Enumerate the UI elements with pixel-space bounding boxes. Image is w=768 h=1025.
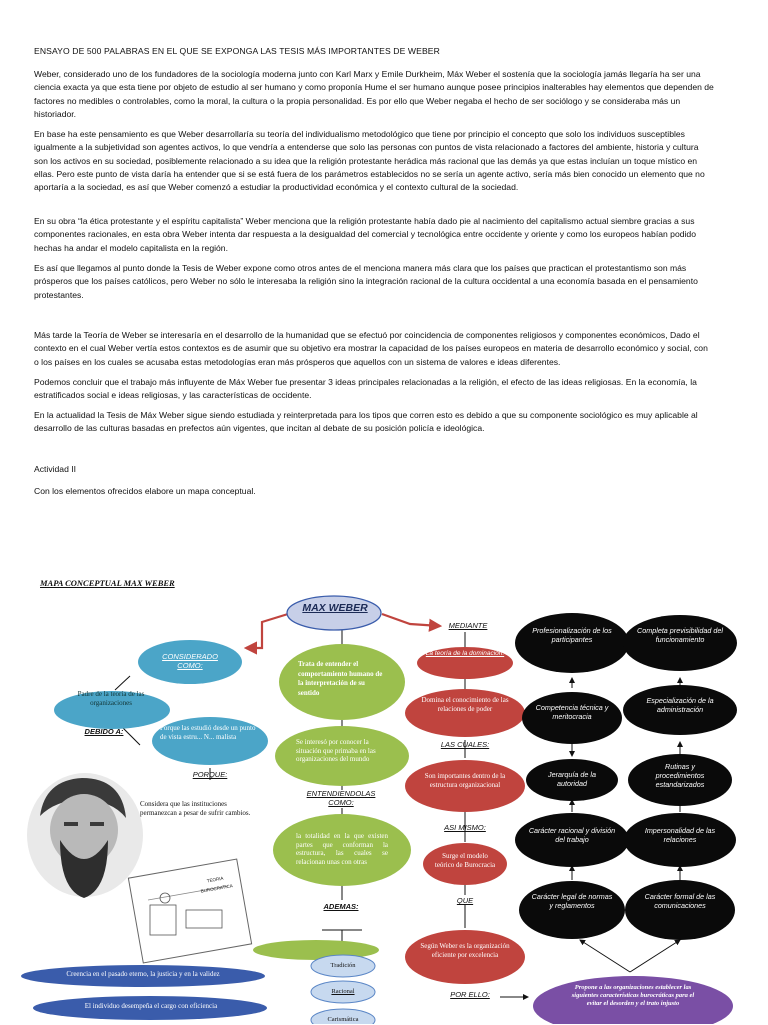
paragraph-2: En base ha este pensamiento es que Weber desarrollaría su teoría del individualismo metodológico que tiene por principio el concepto que solo los individuos susceptibles igualmente a la subjetividad son agentes activos, lo que vendría a entenderse que solo las personas con puntos de vista relacionado a factores del ambiente, historia y cultura son los activos en su sociedad, posiblemente relacionado a su idea que la religión protestante herádica más racional que las demás ya que estas incluían un toque místico en ellas. Pero este punto de vista daría ha entender que si se está fuera de los parámetros establecidos no se sería un agente activo, sería más bien conocido un elemento que no aportaría a la sociedad, es así que Weber comenzó a estudiar la productividad económica y el contexto cultural de la sociedad. xyxy=(34,129,705,193)
blue-node-estudio: Porque las estudió desde un punto de vista estru... N... malista xyxy=(160,724,256,741)
label-ademas: ADEMAS: xyxy=(323,902,359,911)
label-porque: PORQUE: xyxy=(192,770,228,779)
node-racional: Racional xyxy=(331,988,355,995)
weber-portrait xyxy=(27,773,143,898)
black-node-rutinas: Rutinas y procedimientos estandarizados xyxy=(655,762,705,789)
red-node-domina: Domina el conocimiento de las relaciones de poder xyxy=(421,696,509,713)
black-node-previsibilidad: Completa previsibilidad del funcionamiento xyxy=(637,626,723,644)
label-asi-mismo: ASI MISMO: xyxy=(444,823,486,832)
map-title: MAPA CONCEPTUAL MAX WEBER xyxy=(40,578,175,588)
red-node-burocracia: Surge el modelo teórico de Burocracia xyxy=(434,852,496,869)
activity-text: Con los elementos ofrecidos elabore un mapa conceptual. xyxy=(34,486,256,496)
paragraph-5: Más tarde la Teoría de Weber se interesaría en el desarrollo de la humanidad que se efectuó por coincidencia de componentes religiosos y componentes económicos, Dado el contexto en el cual Weber vertía estos contextos es de asumir que su objetivo era mostrar la capacidad de los países europeos en materia de desarrollo económico y social, con o los países en los cuales se acusaba estas metodologías eran más prósperos que aquellos con un sistema de valores e ideas diferentes. xyxy=(34,330,708,367)
blue-node-creencia: Creencia en el pasado eterno, la justicia y en la validez xyxy=(66,970,220,978)
paragraph-3: En su obra “la ética protestante y el espíritu capitalista” Weber menciona que la religión protestante había dado pie al nacimiento del capitalismo actual siembre gracias a sus componentes racionales, en esta obra Weber intenta dar respuesta a la desigualdad del comercial y tecnológica entre occidente y oriente y como los europeos habían podido hechas ha andar el modelo capitalista en la región. xyxy=(34,216,696,253)
label-por-ello: POR ELLO: xyxy=(450,990,490,999)
blue-node-individuo: El individuo desempeña el cargo con eficiencia xyxy=(84,1002,218,1010)
black-node-meritocracia: Competencia técnica y meritocracia xyxy=(535,703,609,721)
black-node-legal: Carácter legal de normas y reglamentos xyxy=(531,892,613,910)
label-las-cuales: LAS CUALES: xyxy=(440,740,490,749)
illustration-caption: TEORIA BUROCRATICA xyxy=(200,875,233,894)
activity-title: Actividad II xyxy=(34,464,77,474)
red-node-eficiente: Según Weber es la organización eficiente por excelencia xyxy=(420,942,510,959)
black-node-especializacion: Especialización de la administración xyxy=(646,696,714,714)
paragraph-1: Weber, considerado uno de los fundadores de la sociología moderna junto con Karl Marx y Emile Durkheim, Máx Weber el sostenía que la sociología jamás llegaría ha ser una ciencia exacta ya que esta tiene por objeto de estudio al ser humano y como proponía Hume el ser humano aunque posee principios inalterables hay elementos que dependen de factores no medibles o controlables, como la moral, la cultura o la propia personalidad. Es por ello que Weber negaba el hecho de ser sociólogo y se consideraba más un historiador. xyxy=(34,69,714,119)
label-debido: DEBIDO A: xyxy=(84,727,124,736)
purple-node-propone: Propone a las organizaciones establecer las siguientes características burocráticas para el evitar el desorden y el trato injusto xyxy=(571,984,695,1007)
green-node-comportamiento: Trata de entender el comportamiento humano de la interpretación de su sentido xyxy=(298,660,383,697)
node-tradicion: Tradición xyxy=(330,962,356,969)
node-carismatica: Carismática xyxy=(327,1016,359,1023)
blue-node-padre: Padre de la teoría de las organizaciones xyxy=(77,690,145,707)
label-entendiendolas: ENTENDIENDOLAS COMO: xyxy=(306,789,376,807)
paragraph-7: En la actualidad la Tesis de Máx Weber sigue siendo estudiada y reinterpretada para los tipos que corren esto es debido a que su componente sociológico es muy aplicable al desarrollo de las culturas basadas en prefectos aún vigentes, que incitan al debate de su posición policía e ideológica. xyxy=(34,410,698,434)
green-node-totalidad: la totalidad en la que existen partes que conforman la estructura, las cuales se relacionan unas con otras xyxy=(296,832,388,866)
label-que: QUE xyxy=(456,896,474,905)
essay-title: ENSAYO DE 500 PALABRAS EN EL QUE SE EXPONGA LAS TESIS MÁS IMPORTANTES DE WEBER xyxy=(34,46,440,56)
red-node-dominacion: La teoría de la dominación: xyxy=(425,650,505,657)
paragraph-6: Podemos concluir que el trabajo más influyente de Máx Weber fue presentar 3 ideas principales relacionadas a la religión, el efecto de las ideas religiosas. En la economía, la estratificados social e ideas religiosas, y las características de occidente. xyxy=(34,377,697,401)
black-node-impersonalidad: Impersonalidad de las relaciones xyxy=(644,826,716,844)
label-mediante: MEDIANTE xyxy=(448,621,488,630)
paragraph-4: Es así que llegamos al punto donde la Tesis de Weber expone como otros antes de el menciona manera más clara que los países que practican el protestantismo son más prósperos que los países católicos, pero Weber no sólo le interesaba la religión sino la integración racional de la cultura occidental a una economía basada en el pensamiento protestantes. xyxy=(34,263,698,300)
black-node-jerarquia: Jerarquía de la autoridad xyxy=(548,770,596,788)
red-node-importantes: Son importantes dentro de la estructura organizacional xyxy=(424,772,506,789)
black-node-comunicaciones: Carácter formal de las comunicaciones xyxy=(644,892,716,910)
central-node-max-weber: MAX WEBER xyxy=(302,602,368,614)
label-considerado: CONSIDERADO COMO: xyxy=(162,652,218,670)
black-node-profesionalizacion: Profesionalización de los participantes xyxy=(532,626,612,644)
green-node-situacion: Se interesó por conocer la situación que primaba en las organizaciones del mundo xyxy=(296,738,376,763)
porque-text: Considera que las instituciones permanezcan a pesar de sufrir cambios. xyxy=(140,800,251,817)
black-node-division: Carácter racional y división del trabajo xyxy=(528,826,616,844)
